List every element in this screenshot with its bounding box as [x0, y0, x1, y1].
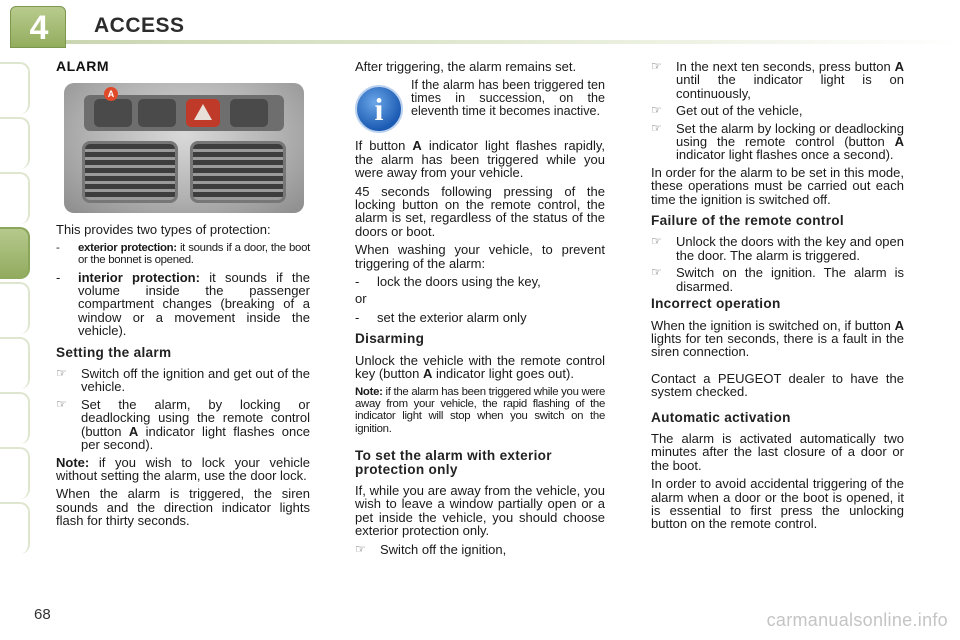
contact-dealer-text: Contact a PEUGEOT dealer to have the system checked.: [651, 370, 904, 400]
bullet-switch-off-ignition: ☞ Switch off the ignition,: [355, 541, 507, 557]
heading-disarming: Disarming: [355, 331, 425, 347]
bullet-unlock-key: ☞ Unlock the doors with the key and open the door. The alarm is triggered.: [651, 234, 904, 263]
exterior-only-text: If, while you are away from the vehicle, you wish to leave a window partially open or a pet inside the vehicle, you should choose exterior protection only.: [355, 482, 605, 539]
chapter-title: ACCESS: [94, 14, 185, 37]
pointing-hand-icon: ☞: [651, 120, 662, 135]
incorrect-text: When the ignition is switched on, if button A lights for ten seconds, there is a fault in the siren connection.: [651, 317, 904, 360]
after-triggering: After triggering, the alarm remains set.: [355, 59, 577, 74]
bullet-set-alarm-lock: ☞ Set the alarm by locking or deadlocking using the remote control (button A indicator light flashes once a second).: [651, 120, 904, 163]
chapter-edge-tabs: [0, 62, 32, 557]
column-1: [56, 60, 310, 533]
dashboard-button-left: [94, 99, 132, 127]
edge-tab-7: [0, 392, 30, 444]
pointing-hand-icon: ☞: [651, 59, 662, 73]
info-text: If the alarm has been triggered ten times in succession, on the eleventh time it becomes inactive.: [411, 78, 605, 119]
edge-tab-8: [0, 447, 30, 499]
edge-tab-4-active: [0, 227, 30, 279]
pointing-hand-icon: ☞: [651, 234, 662, 249]
dash-lock-doors: - lock the doors using the key,: [355, 274, 541, 290]
edge-tab-6: [0, 337, 30, 389]
bullet-set-alarm: ☞ Set the alarm, by locking or deadlocking using the remote control (button A indicator light flashes once per second).: [56, 396, 310, 453]
triggered-text: When the alarm is triggered, the siren sounds and the direction indicator lights flash for thirty seconds.: [56, 486, 310, 529]
pointing-hand-icon: ☞: [651, 265, 662, 280]
auto-activation-text-2: In order to avoid accidental triggering of the alarm when a door or the boot is opened, it is essential to first press the unlocking button on the remote control.: [651, 476, 904, 532]
button-panel: [84, 95, 284, 131]
heading-incorrect-operation: Incorrect operation: [651, 296, 781, 312]
washing-text: When washing your vehicle, to prevent triggering of the alarm:: [355, 242, 605, 271]
order-text: In order for the alarm to be set in this mode, these operations must be carried out each time the ignition is switched off.: [651, 164, 904, 207]
chapter-number: 4: [29, 9, 49, 47]
edge-tab-1: [0, 62, 30, 114]
pointing-hand-icon: ☞: [56, 366, 67, 381]
interior-text: it sounds if the volume inside the passenger compartment changes (breaking of a window or a movement inside the vehicle).: [78, 269, 310, 339]
or-text: or: [355, 291, 367, 307]
section-title-alarm: ALARM: [56, 58, 110, 74]
bullet-get-out: ☞ Get out of the vehicle,: [651, 103, 803, 119]
pointing-hand-icon: ☞: [651, 103, 662, 118]
button-a-marker: A: [104, 87, 118, 101]
exterior-label: exterior protection:: [78, 241, 177, 254]
edge-tab-2: [0, 117, 30, 169]
edge-tab-9: [0, 502, 30, 554]
auto-activation-text-1: The alarm is activated automatically two minutes after the last closure of a door or the boot.: [651, 430, 904, 473]
watermark: carmanualsonline.info: [766, 610, 948, 630]
column-3: [651, 60, 904, 536]
heading-exterior-only: To set the alarm with exterior protection only: [355, 448, 552, 477]
dash-item-exterior: - exterior protection: it sounds if a door, the boot or the bonnet is opened.: [56, 241, 310, 267]
interior-label: interior protection:: [78, 269, 200, 285]
seconds-45-text: 45 seconds following pressing of the locking button on the remote control, the alarm is set, regardless of the status of the doors or boot.: [355, 183, 605, 239]
dashboard-illustration: [64, 83, 304, 213]
heading-automatic-activation: Automatic activation: [651, 409, 791, 425]
page-number: 68: [34, 606, 51, 623]
air-vent-left: [82, 141, 178, 203]
note-disarming: Note: if the alarm has been triggered while you were away from your vehicle, the rapid flashing of the indicator light will stop when you switch on the ignition.: [355, 385, 605, 435]
heading-setting-alarm: Setting the alarm: [56, 344, 172, 360]
bullet-press-button: ☞ In the next ten seconds, press button A until the indicator light is on continuously,: [651, 59, 904, 101]
dash-item-interior: - interior protection: it sounds if the volume inside the passenger compartment changes (breaking of a window or a movement inside the vehicle).: [56, 269, 310, 339]
air-vent-right: [190, 141, 286, 203]
hazard-button-icon: [186, 99, 220, 127]
unlock-text: Unlock the vehicle with the remote control key (button A indicator light goes out).: [355, 352, 605, 382]
edge-tab-3: [0, 172, 30, 224]
bullet-switch-off: ☞ Switch off the ignition and get out of the vehicle.: [56, 366, 310, 395]
bullet-switch-on-ignition: ☞ Switch on the ignition. The alarm is disarmed.: [651, 265, 904, 294]
protection-intro: This provides two types of protection:: [56, 222, 271, 238]
exterior-text: it sounds if a door, the boot or the bonnet is opened.: [78, 241, 310, 267]
pointing-hand-icon: ☞: [56, 396, 67, 411]
dashboard-button-a: [138, 99, 176, 127]
dashboard-button-right: [230, 99, 268, 127]
heading-failure-remote: Failure of the remote control: [651, 213, 844, 229]
pointing-hand-icon: ☞: [355, 541, 366, 556]
column-2: [355, 60, 605, 560]
if-button-flashes: If button A indicator light flashes rapidly, the alarm has been triggered while you were away from your vehicle.: [355, 138, 605, 181]
edge-tab-5: [0, 282, 30, 334]
dash-set-exterior: - set the exterior alarm only: [355, 309, 527, 325]
chapter-tab: [10, 6, 66, 48]
note-lock: Note: if you wish to lock your vehicle without setting the alarm, use the door lock.: [56, 454, 310, 483]
info-icon: i: [355, 85, 403, 133]
info-box: [355, 79, 605, 133]
